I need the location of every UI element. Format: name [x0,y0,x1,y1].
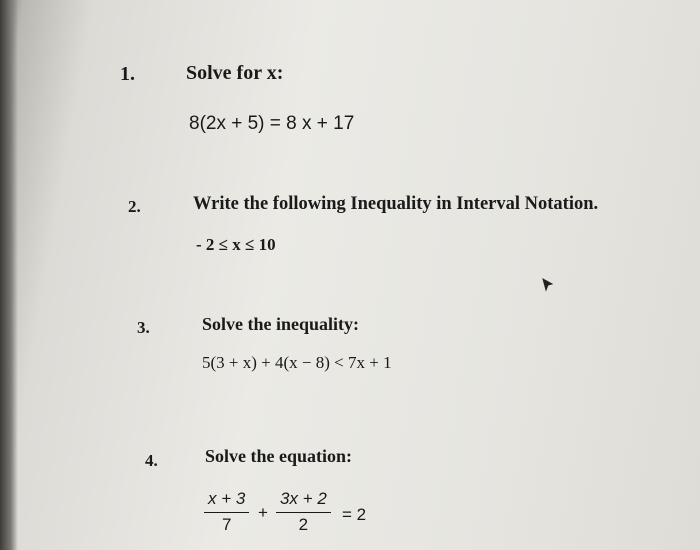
fraction-2-denominator: 2 [298,515,309,534]
problem-1-number: 1. [120,63,135,85]
problem-3-expression: 5(3 + x) + 4(x − 8) < 7x + 1 [202,353,392,372]
problem-3-number: 3. [137,318,150,337]
problem-4-fraction-2 [276,489,331,535]
problem-4-prompt: Solve the equation: [205,446,353,466]
problem-4-fraction-1 [204,489,249,535]
problem-2-number: 2. [128,197,141,216]
fraction-1-denominator: 7 [221,515,232,534]
mouse-cursor-icon [542,278,554,297]
problem-2-expression: - 2 ≤ x ≤ 10 [196,235,276,254]
problem-1-expression: 8(2x + 5) = 8 x + 17 [189,113,355,134]
problem-3-prompt: Solve the inequality: [202,314,360,334]
paper-edge-shadow [0,0,18,550]
fraction-1-numerator: x + 3 [204,489,249,513]
problem-1-prompt: Solve for x: [186,62,284,84]
problem-4-number: 4. [145,451,158,470]
problem-4-plus-sign: + [258,503,268,522]
fraction-2-numerator: 3x + 2 [276,489,331,513]
problem-2-prompt: Write the following Inequality in Interval Notation. [193,194,599,214]
problem-4-rhs: = 2 [342,505,367,524]
